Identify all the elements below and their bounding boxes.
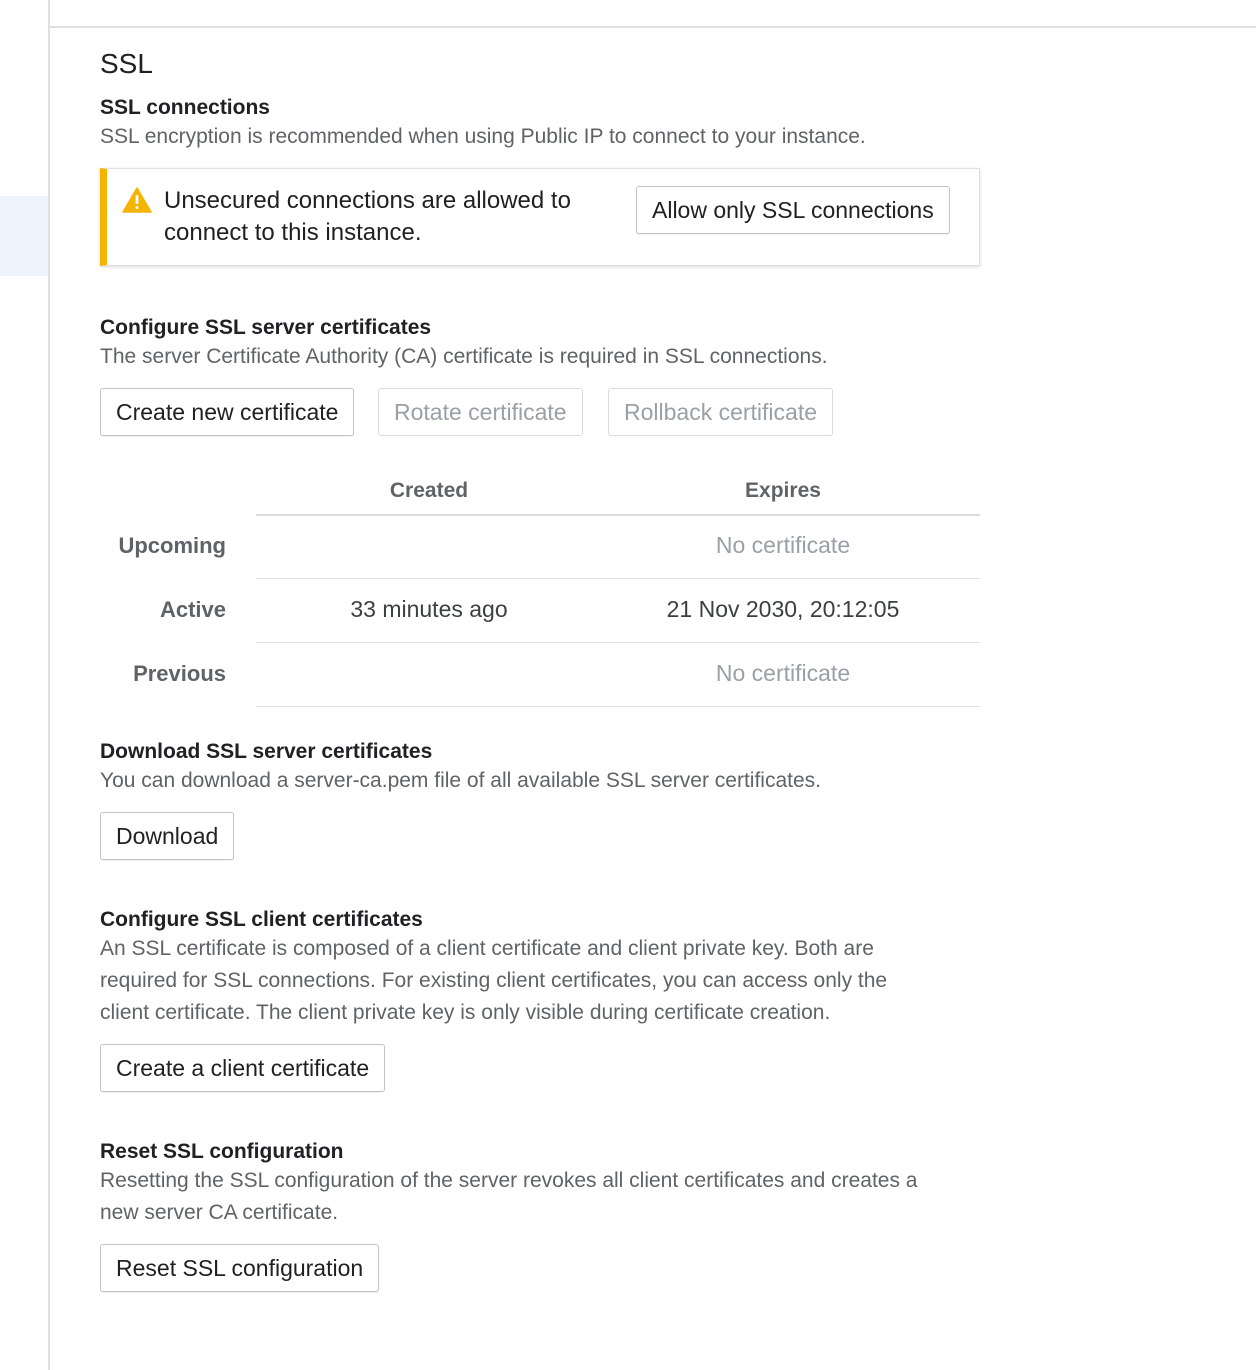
client-certificates-heading: Configure SSL client certificates	[100, 908, 423, 931]
download-description: You can download a server-ca.pem file of all available SSL server certificates.	[100, 769, 821, 792]
create-client-certificate-button[interactable]: Create a client certificate	[100, 1044, 385, 1092]
description-line: new server CA certificate.	[100, 1201, 339, 1224]
description-line: An SSL certificate is composed of a client certificate and client private key. Both are	[100, 937, 874, 960]
download-button[interactable]: Download	[100, 812, 234, 860]
table-row-divider	[256, 706, 980, 707]
create-new-certificate-button[interactable]: Create new certificate	[100, 388, 354, 436]
description-line: Resetting the SSL configuration of the server revokes all client certificates and creates a	[100, 1169, 918, 1192]
column-header-created: Created	[389, 479, 469, 502]
server-certificates-description: The server Certificate Authority (CA) certificate is required in SSL connections.	[100, 345, 828, 368]
cell-upcoming-expires: No certificate	[715, 532, 851, 558]
left-nav-rail	[0, 0, 50, 1370]
column-header-expires: Expires	[745, 479, 821, 502]
ssl-connections-description: SSL encryption is recommended when using Public IP to connect to your instance.	[100, 125, 866, 148]
cell-active-expires: 21 Nov 2030, 20:12:05	[666, 596, 900, 622]
rotate-certificate-button[interactable]: Rotate certificate	[378, 388, 583, 436]
description-line: client certificate. The client private key is only visible during certificate creation.	[100, 1001, 831, 1024]
reset-ssl-configuration-button[interactable]: Reset SSL configuration	[100, 1244, 379, 1292]
top-divider	[50, 26, 1256, 28]
left-nav-selected-item[interactable]	[0, 196, 48, 276]
warning-icon	[122, 187, 152, 213]
row-label-previous: Previous	[133, 661, 226, 686]
reset-ssl-description	[100, 1165, 917, 1229]
row-label-upcoming: Upcoming	[118, 533, 226, 558]
allow-only-ssl-button[interactable]: Allow only SSL connections	[636, 186, 950, 234]
unsecured-connections-warning	[100, 168, 980, 266]
cell-active-created: 33 minutes ago	[350, 596, 508, 622]
table-header-divider	[256, 514, 980, 516]
server-certificates-table	[100, 466, 980, 708]
ssl-connections-heading: SSL connections	[100, 96, 270, 119]
warning-message: Unsecured connections are allowed to connect to this instance.	[164, 187, 571, 246]
reset-ssl-heading: Reset SSL configuration	[100, 1140, 344, 1163]
client-certificates-description	[100, 933, 887, 1029]
server-certificates-heading: Configure SSL server certificates	[100, 316, 432, 339]
rollback-certificate-button[interactable]: Rollback certificate	[608, 388, 833, 436]
table-row-divider	[256, 578, 980, 579]
row-label-active: Active	[159, 597, 226, 622]
table-row-divider	[256, 642, 980, 643]
cell-previous-expires: No certificate	[715, 660, 851, 686]
section-title: SSL	[100, 48, 153, 79]
description-line: required for SSL connections. For existing client certificates, you can access only the	[100, 969, 888, 992]
download-heading: Download SSL server certificates	[100, 740, 433, 763]
